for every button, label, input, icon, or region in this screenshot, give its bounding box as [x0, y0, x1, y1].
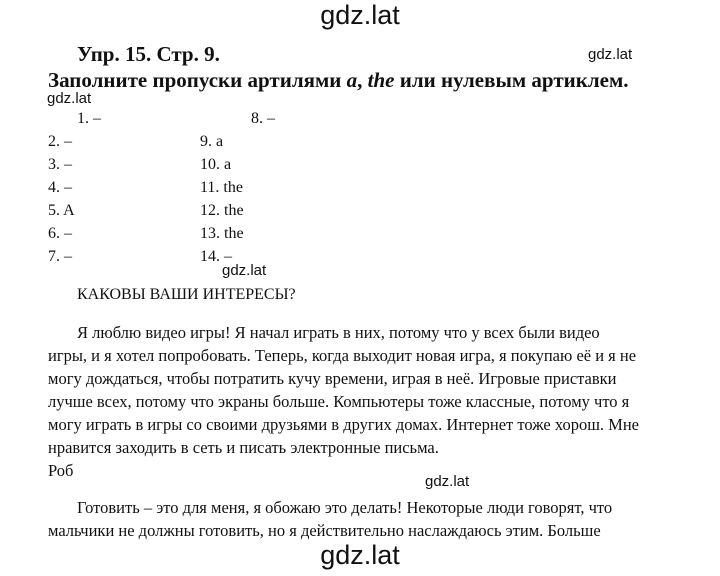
paragraph-line: игры, и я хотел попробовать. Теперь, когда выходит новая игра, я покупаю её и я не	[48, 346, 637, 365]
watermark-middle: gdz.lat	[222, 262, 267, 279]
answer-item: 10. a	[200, 156, 232, 173]
paragraph-line: могу играть в игры со своими друзьями в других домах. Интернет тоже хорош. Мне	[48, 415, 639, 434]
answer-item: 12. the	[200, 202, 244, 219]
watermark-lower: gdz.lat	[425, 473, 470, 490]
answer-item: 5. A	[48, 202, 75, 219]
exercise-instruction	[48, 68, 629, 93]
paragraph-rob	[48, 321, 639, 482]
paragraph-cooking	[48, 496, 612, 542]
instruction-article-the: the	[367, 68, 395, 92]
text-heading: КАКОВЫ ВАШИ ИНТЕРЕСЫ?	[77, 286, 296, 303]
signature: Роб	[48, 461, 74, 480]
instruction-comma: ,	[357, 68, 368, 92]
answer-item: 8. –	[251, 110, 275, 127]
paragraph-line: нравится заходить в сеть и писать электронные письма.	[48, 438, 439, 457]
answer-item: 14. –	[200, 248, 232, 265]
paragraph-line: мальчики не должны готовить, но я действительно наслаждаюсь этим. Больше	[48, 521, 601, 540]
exercise-title: Упр. 15. Стр. 9.	[77, 42, 220, 66]
watermark-bottom: gdz.lat	[320, 540, 400, 570]
paragraph-line: Готовить – это для меня, я обожаю это делать! Некоторые люди говорят, что	[77, 498, 613, 517]
answer-item: 11. the	[200, 179, 243, 196]
instruction-text-end: или нулевым артиклем.	[394, 68, 629, 92]
watermark-right: gdz.lat	[588, 46, 633, 63]
instruction-text: Заполните пропуски артилями	[48, 68, 347, 92]
answer-item: 13. the	[200, 225, 244, 242]
answer-item: 3. –	[48, 156, 72, 173]
paragraph-line: могу дождаться, чтобы потратить кучу времени, играя в неё. Игровые приставки	[48, 369, 617, 388]
answer-item: 2. –	[48, 133, 72, 150]
paragraph-line: лучше всех, потому что экраны больше. Компьютеры тоже классные, потому что я	[48, 392, 630, 411]
answer-item: 7. –	[48, 248, 72, 265]
watermark-top: gdz.lat	[320, 0, 400, 30]
answer-item: 1. –	[77, 110, 101, 127]
paragraph-line: Я люблю видео игры! Я начал играть в них, потому что у всех были видео	[77, 323, 600, 342]
instruction-article-a: a	[346, 68, 358, 92]
answer-item: 4. –	[48, 179, 72, 196]
answer-item: 9. a	[200, 133, 224, 150]
answer-item: 6. –	[48, 225, 72, 242]
watermark-left: gdz.lat	[47, 90, 92, 107]
